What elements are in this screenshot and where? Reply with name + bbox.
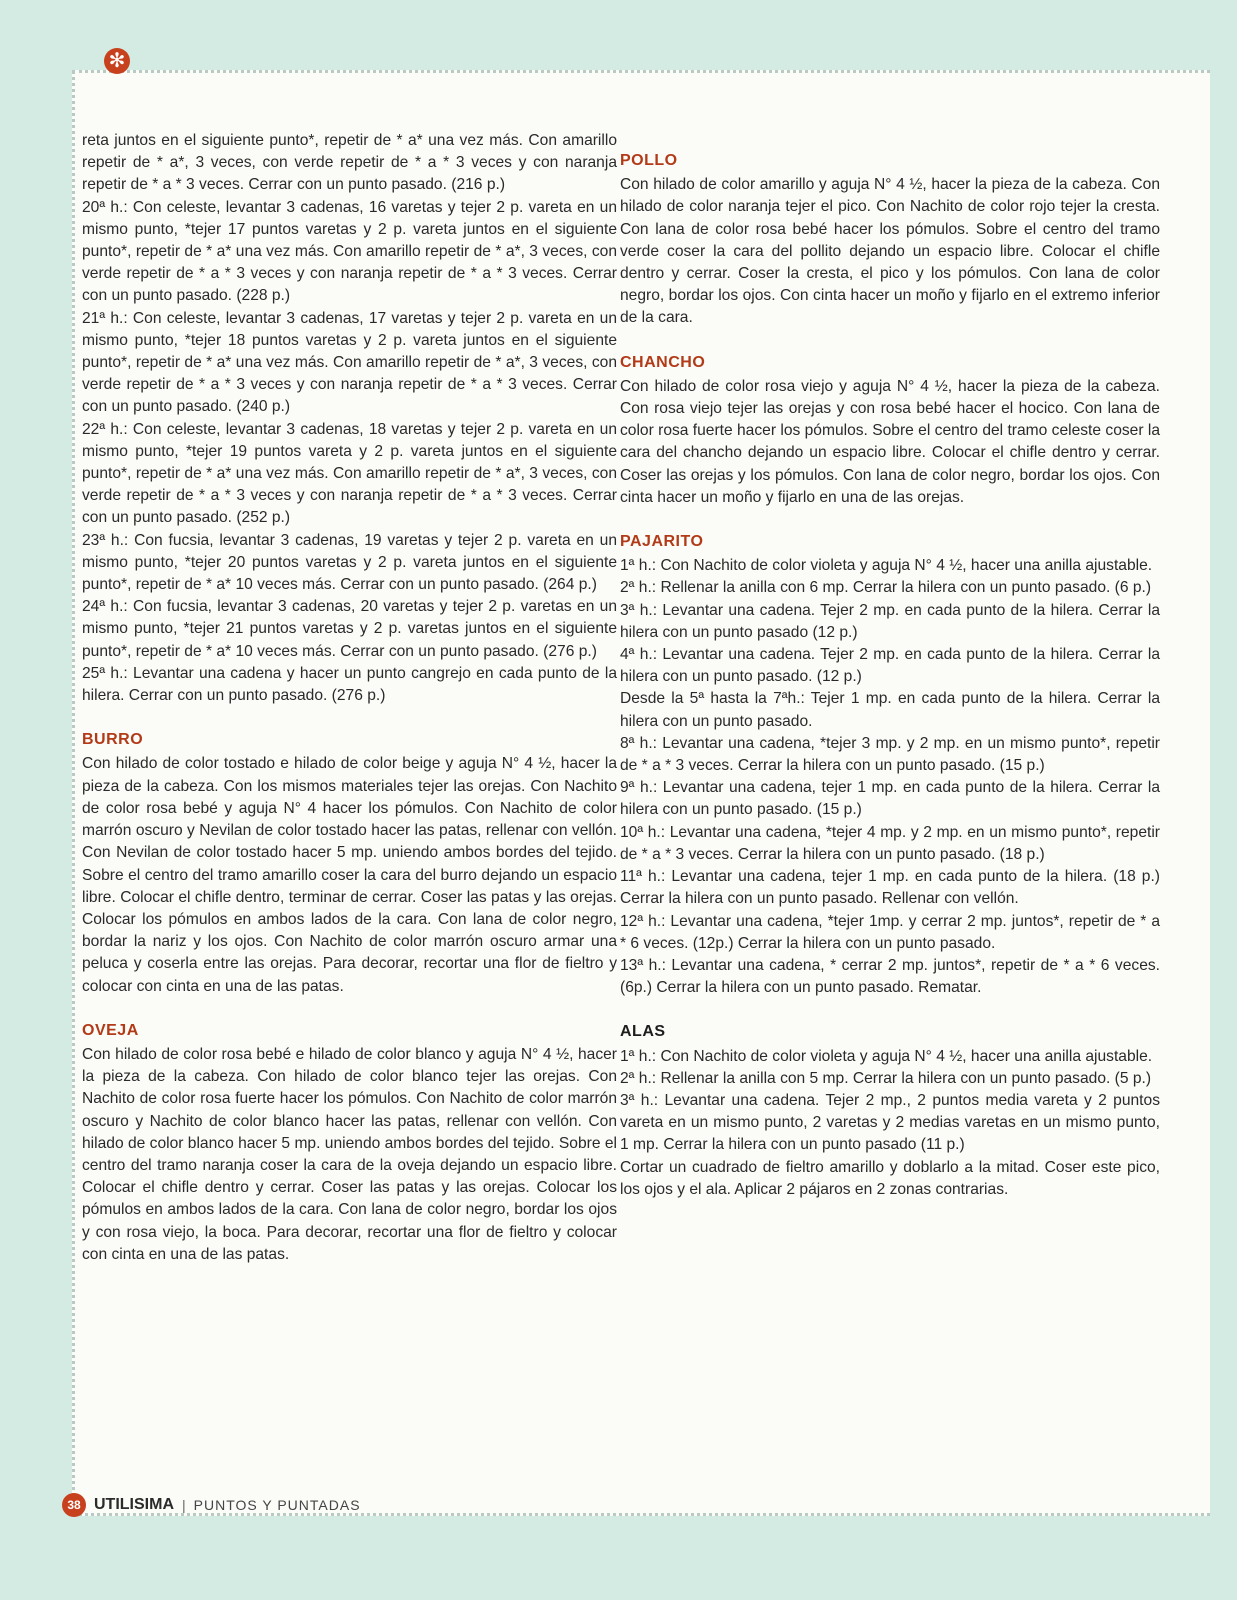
left-column [82,130,617,1266]
right-column [620,150,1160,1201]
page-number: 38 [62,1493,86,1517]
alas-step: 2ª h.: Rellenar la anilla con 5 mp. Cerrar la hilera con un punto pasado. (5 p.) [620,1069,1152,1087]
section-title-alas: ALAS [620,1023,666,1041]
instruction-paragraph: 24ª h.: Con fucsia, levantar 3 cadenas, 20 varetas y tejer 2 p. varetas en un mismo punto, *tejer 21 puntos varetas y 2 p. varetas juntos en el siguiente punto*, repetir de * a* 10 veces más. Cerrar con un punto pasado. (276 p.) [82,598,617,660]
alas-step: 3ª h.: Levantar una cadena. Tejer 2 mp., 2 puntos media vareta y 2 puntos vareta en un mismo punto, 2 varetas y 2 medias varetas en un mismo punto, 1 mp. Cerrar la hilera con un punto pasado (11 p.) [620,1091,1160,1154]
asterisk-badge-icon: ✻ [104,48,130,74]
pajarito-step: 3ª h.: Levantar una cadena. Tejer 2 mp. en cada punto de la hilera. Cerrar la hilera con un punto pasado (12 p.) [620,601,1160,641]
section-title-pollo: POLLO [620,152,678,169]
instruction-paragraph: 25ª h.: Levantar una cadena y hacer un punto cangrejo en cada punto de la hilera. Cerrar con un punto pasado. (276 p.) [82,664,617,705]
instruction-paragraph: 23ª h.: Con fucsia, levantar 3 cadenas, 19 varetas y tejer 2 p. vareta en un mismo punto, *tejer 20 puntos varetas y 2 p. vareta juntos en el siguiente punto*, repetir de * a* 10 veces más. Cerrar con un punto pasado. (264 p.) [82,531,617,594]
pajarito-step: Desde la 5ª hasta la 7ªh.: Tejer 1 mp. en cada punto de la hilera. Cerrar la hilera con un punto pasado. [620,690,1160,730]
footer-separator: | [182,1497,186,1513]
magazine-section: PUNTOS Y PUNTADAS [193,1497,361,1513]
pajarito-step: 2ª h.: Rellenar la anilla con 6 mp. Cerrar la hilera con un punto pasado. (6 p.) [620,579,1152,597]
brand-logo: UTILISIMA [94,1496,174,1513]
instruction-paragraph: 21ª h.: Con celeste, levantar 3 cadenas, 17 varetas y tejer 2 p. vareta en un mismo punto, *tejer 18 puntos varetas y 2 p. vareta juntos en el siguiente punto*, repetir de * a* una vez más. Con amarillo repetir de * a*, 3 veces, con verde repetir de * a * 3 veces y con naranja repetir de * a * 3 veces. Cerrar con un punto pasado. (240 p.) [82,309,617,416]
pajarito-step: 10ª h.: Levantar una cadena, *tejer 4 mp. y 2 mp. en un mismo punto*, repetir de * a * 3 veces. Cerrar la hilera con un punto pasado. (18 p.) [620,823,1160,863]
pajarito-step: 9ª h.: Levantar una cadena, tejer 1 mp. en cada punto de la hilera. Cerrar la hilera con un punto pasado. (15 p.) [620,779,1160,819]
section-title-burro: BURRO [82,731,144,749]
pajarito-step: 12ª h.: Levantar una cadena, *tejer 1mp. y cerrar 2 mp. juntos*, repetir de * a * 6 veces. (12p.) Cerrar la hilera con un punto pasado. [620,912,1160,952]
alas-step: 1ª h.: Con Nachito de color violeta y aguja N° 4 ½, hacer una anilla ajustable. [620,1047,1153,1065]
section-title-oveja: OVEJA [82,1021,139,1039]
pajarito-step: 1ª h.: Con Nachito de color violeta y aguja N° 4 ½, hacer una anilla ajustable. [620,557,1153,575]
instruction-paragraph: reta juntos en el siguiente punto*, repetir de * a* una vez más. Con amarillo repetir de * a*, 3 veces, con verde repetir de * a * 3 veces y con naranja repetir de * a * 3 veces. Cerrar con un punto pasado. (216 p.) [82,132,617,194]
page-footer [62,1492,361,1518]
instruction-paragraph: 20ª h.: Con celeste, levantar 3 cadenas, 16 varetas y tejer 2 p. vareta en un mismo punto, *tejer 17 puntos varetas y 2 p. vareta juntos en el siguiente punto*, repetir de * a* una vez más. Con amarillo repetir de * a*, 3 veces, con verde repetir de * a * 3 veces y con naranja repetir de * a * 3 veces. Cerrar con un punto pasado. (228 p.) [82,198,617,305]
instruction-paragraph: 22ª h.: Con celeste, levantar 3 cadenas, 18 varetas y tejer 2 p. vareta en un mismo punto, *tejer 19 puntos vareta y 2 p. vareta juntos en el siguiente punto*, repetir de * a* una vez más. Con amarillo repetir de * a*, 3 veces, con verde repetir de * a * 3 veces y con naranja repetir de * a * 3 veces. Cerrar con un punto pasado. (252 p.) [82,420,617,527]
pajarito-step: 13ª h.: Levantar una cadena, * cerrar 2 mp. juntos*, repetir de * a * 6 veces. (6p.) Cerrar la hilera con un punto pasado. Rematar. [620,956,1160,997]
section-text-chancho: Con hilado de color rosa viejo y aguja N° 4 ½, hacer la pieza de la cabeza. Con rosa viejo tejer las orejas y con rosa bebé hacer el hocico. Con lana de color rosa fuerte hacer los pómulos. Sobre el centro del tramo celeste coser la cara del chancho dejando un espacio libre. Colocar el chifle dentro y cerrar. Coser las orejas y los pómulos. Con lana de color negro, bordar los ojos. Con cinta hacer un moño y fijarlo en una de las orejas. [620,377,1160,506]
pajarito-step: 8ª h.: Levantar una cadena, *tejer 3 mp. y 2 mp. en un mismo punto*, repetir de * a * 3 veces. Cerrar la hilera con un punto pasado. (15 p.) [620,734,1160,775]
pajarito-step: 11ª h.: Levantar una cadena, tejer 1 mp. en cada punto de la hilera. (18 p.) Cerrar la hilera con un punto pasado. Rellenar con vellón. [620,868,1160,908]
alas-step: Cortar un cuadrado de fieltro amarillo y doblarlo a la mitad. Coser este pico, los ojos y el ala. Aplicar 2 pájaros en 2 zonas contrarias. [620,1158,1160,1198]
section-title-chancho: CHANCHO [620,353,706,371]
section-text-burro: Con hilado de color tostado e hilado de color beige y aguja N° 4 ½, hacer la pieza de la cabeza. Con los mismos materiales tejer las orejas. Con Nachito de color rosa bebé y aguja N° 4 hacer los pómulos. Con Nachito de color marrón oscuro y Nevilan de color tostado hacer las patas, rellenar con vellón. Con Nevilan de color tostado hacer 5 mp. uniendo ambos bordes del tejido. Sobre el centro del tramo amarillo coser la cara del burro dejando un espacio libre. Colocar el chifle dentro, terminar de cerrar. Coser las patas y las orejas. Colocar los pómulos en ambos lados de la cara. Con lana de color negro, bordar la nariz y los ojos. Con Nachito de color marrón oscuro armar una peluca y coserla entre las orejas. Para decorar, recortar una flor de fieltro y colocar con cinta en una de las patas. [82,755,617,995]
section-title-pajarito: PAJARITO [620,533,704,551]
pajarito-step: 4ª h.: Levantar una cadena. Tejer 2 mp. en cada punto de la hilera. Cerrar la hilera con un punto pasado. (12 p.) [620,646,1160,686]
section-text-oveja: Con hilado de color rosa bebé e hilado de color blanco y aguja N° 4 ½, hacer la pieza de la cabeza. Con hilado de color blanco tejer las orejas. Con Nachito de color rosa fuerte hacer los pómulos. Con Nachito de color marrón oscuro y Nachito de color blanco hacer las patas, rellenar con vellón. Con hilado de color blanco hacer 5 mp. uniendo ambos bordes del tejido. Sobre el centro del tramo naranja coser la cara de la oveja dejando un espacio libre. Colocar el chifle dentro y cerrar. Coser las patas y las orejas. Colocar los pómulos en ambos lados de la cara. Con lana de color negro, bordar los ojos y con rosa viejo, la boca. Para decorar, recortar una flor de fieltro y colocar con cinta en una de las patas. [82,1045,617,1263]
section-text-pollo: Con hilado de color amarillo y aguja N° 4 ½, hacer la pieza de la cabeza. Con hilado de color naranja tejer el pico. Con Nachito de color rojo tejer la cresta. Con lana de color rosa bebé hacer los pómulos. Sobre el centro del tramo verde coser la cara del pollito dejando un espacio libre. Colocar el chifle dentro y cerrar. Coser la cresta, el pico y los pómulos. Con lana de color negro, bordar los ojos. Con cinta hacer un moño y fijarlo en el extremo inferior de la cara. [620,176,1160,327]
